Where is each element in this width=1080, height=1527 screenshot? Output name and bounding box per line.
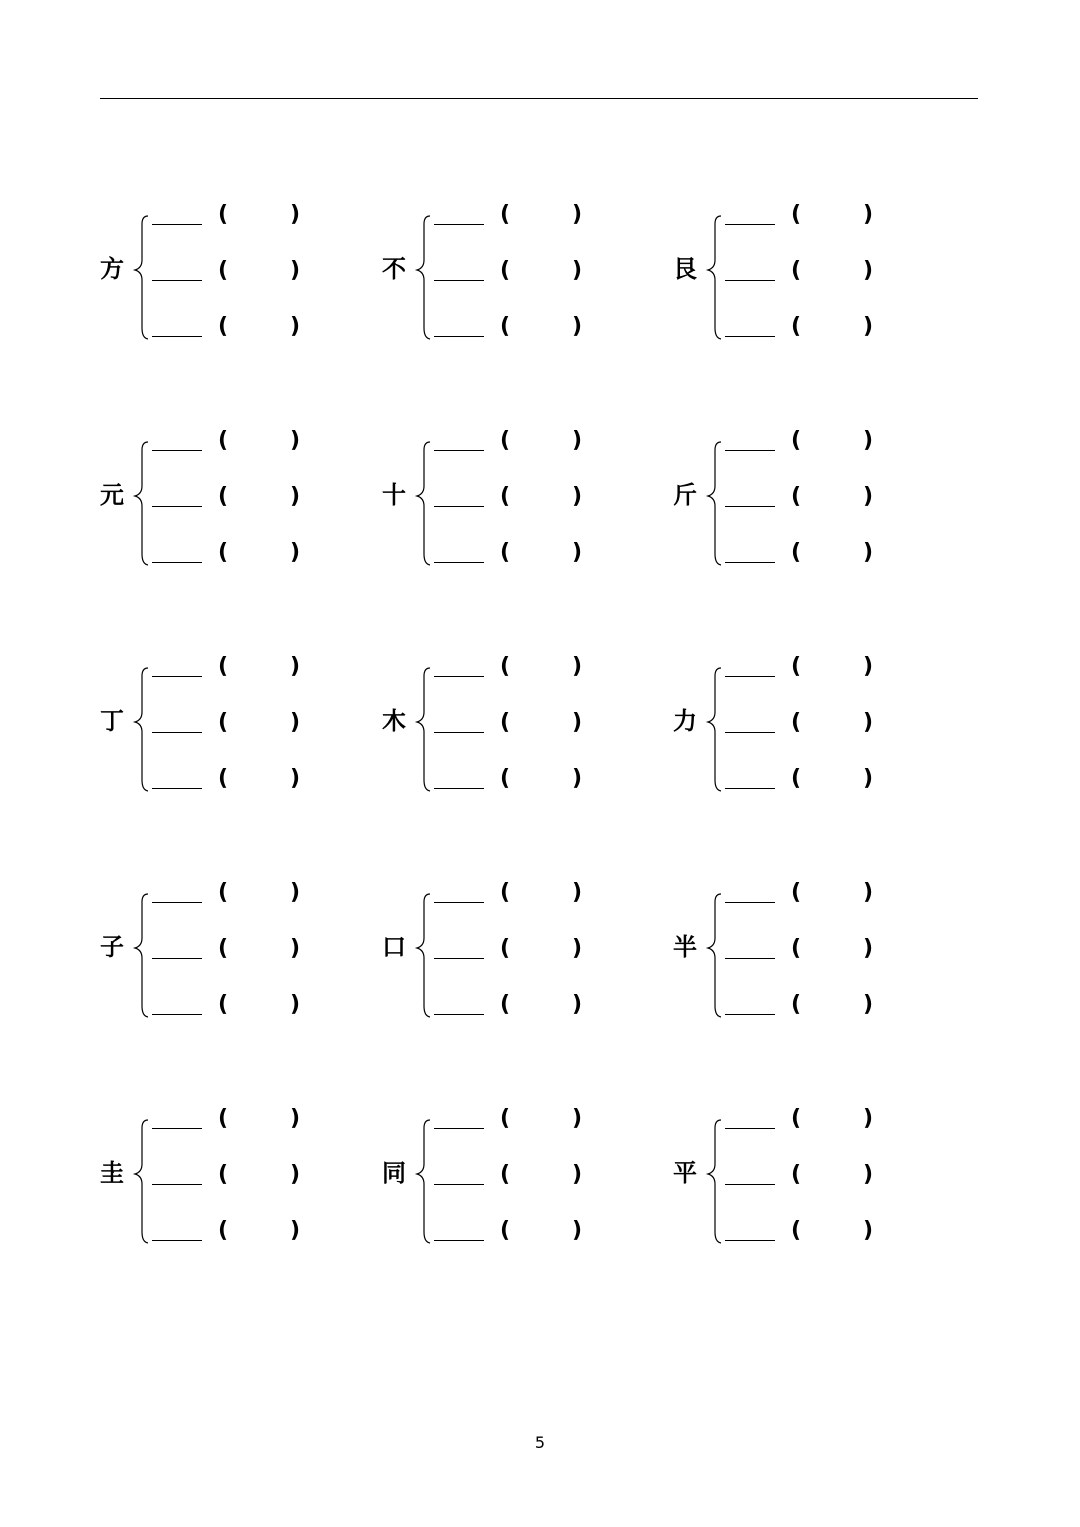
answer-line (382, 708, 642, 738)
exercise-item (673, 426, 933, 566)
word-blank[interactable] (434, 280, 484, 281)
pinyin-paren-close: ) (863, 880, 874, 905)
answer-line (100, 538, 360, 568)
exercise-item (673, 200, 933, 340)
word-blank[interactable] (725, 958, 775, 959)
answer-line (100, 426, 360, 456)
pinyin-paren-open: ( (218, 428, 229, 453)
pinyin-paren-open: ( (791, 1106, 802, 1131)
pinyin-paren-open: ( (218, 992, 229, 1017)
answer-line (673, 1104, 933, 1134)
word-blank[interactable] (725, 732, 775, 733)
exercise-item (382, 426, 642, 566)
word-blank[interactable] (434, 1184, 484, 1185)
pinyin-paren-close: ) (290, 258, 301, 283)
pinyin-paren-close: ) (572, 202, 583, 227)
pinyin-paren-open: ( (500, 992, 511, 1017)
pinyin-paren-close: ) (290, 1106, 301, 1131)
answer-line (382, 878, 642, 908)
answer-line (382, 652, 642, 682)
word-blank[interactable] (152, 788, 202, 789)
pinyin-paren-open: ( (791, 1218, 802, 1243)
word-blank[interactable] (152, 902, 202, 903)
pinyin-paren-close: ) (863, 1218, 874, 1243)
word-blank[interactable] (434, 902, 484, 903)
exercise-item (382, 1104, 642, 1244)
base-character: 半 (673, 933, 697, 961)
pinyin-paren-open: ( (791, 540, 802, 565)
pinyin-paren-open: ( (218, 1218, 229, 1243)
pinyin-paren-open: ( (218, 258, 229, 283)
answer-line (100, 1104, 360, 1134)
base-character: 子 (100, 933, 124, 961)
answer-line (100, 764, 360, 794)
word-blank[interactable] (725, 788, 775, 789)
answer-line (382, 426, 642, 456)
base-character: 元 (100, 481, 124, 509)
page-number: 5 (534, 1433, 546, 1452)
answer-line (382, 934, 642, 964)
answer-line (382, 482, 642, 512)
pinyin-paren-open: ( (500, 880, 511, 905)
word-blank[interactable] (152, 450, 202, 451)
answer-line (673, 312, 933, 342)
answer-line (673, 652, 933, 682)
pinyin-paren-open: ( (500, 1162, 511, 1187)
pinyin-paren-open: ( (500, 540, 511, 565)
pinyin-paren-open: ( (791, 992, 802, 1017)
answer-line (382, 256, 642, 286)
pinyin-paren-open: ( (500, 1218, 511, 1243)
pinyin-paren-close: ) (290, 880, 301, 905)
answer-line (100, 312, 360, 342)
word-blank[interactable] (434, 1014, 484, 1015)
pinyin-paren-close: ) (290, 1218, 301, 1243)
word-blank[interactable] (434, 676, 484, 677)
pinyin-paren-close: ) (572, 992, 583, 1017)
pinyin-paren-close: ) (290, 314, 301, 339)
pinyin-paren-close: ) (572, 314, 583, 339)
pinyin-paren-open: ( (791, 654, 802, 679)
base-character: 圭 (100, 1159, 124, 1187)
pinyin-paren-close: ) (572, 1106, 583, 1131)
base-character: 口 (382, 933, 406, 961)
exercise-item (673, 652, 933, 792)
answer-line (673, 990, 933, 1020)
base-character: 方 (100, 255, 124, 283)
pinyin-paren-close: ) (572, 1218, 583, 1243)
word-blank[interactable] (434, 450, 484, 451)
base-character: 十 (382, 481, 406, 509)
word-blank[interactable] (725, 336, 775, 337)
pinyin-paren-close: ) (290, 428, 301, 453)
word-blank[interactable] (152, 676, 202, 677)
pinyin-paren-close: ) (290, 992, 301, 1017)
base-character: 木 (382, 707, 406, 735)
pinyin-paren-open: ( (218, 880, 229, 905)
word-blank[interactable] (152, 1128, 202, 1129)
pinyin-paren-close: ) (290, 766, 301, 791)
exercise-item (673, 878, 933, 1018)
exercise-item (100, 200, 360, 340)
pinyin-paren-open: ( (500, 654, 511, 679)
pinyin-paren-open: ( (791, 314, 802, 339)
pinyin-paren-close: ) (863, 314, 874, 339)
word-blank[interactable] (434, 506, 484, 507)
exercise-item (100, 878, 360, 1018)
word-blank[interactable] (725, 506, 775, 507)
word-blank[interactable] (434, 732, 484, 733)
pinyin-paren-close: ) (863, 484, 874, 509)
exercise-item (382, 200, 642, 340)
exercise-item (100, 1104, 360, 1244)
answer-line (100, 708, 360, 738)
base-character: 艮 (673, 255, 697, 283)
pinyin-paren-open: ( (791, 202, 802, 227)
header-rule (100, 98, 978, 99)
pinyin-paren-close: ) (290, 484, 301, 509)
word-blank[interactable] (725, 450, 775, 451)
answer-line (673, 1216, 933, 1246)
word-blank[interactable] (152, 1014, 202, 1015)
pinyin-paren-open: ( (791, 936, 802, 961)
answer-line (100, 990, 360, 1020)
pinyin-paren-open: ( (791, 880, 802, 905)
word-blank[interactable] (434, 562, 484, 563)
word-blank[interactable] (725, 562, 775, 563)
exercise-item (673, 1104, 933, 1244)
pinyin-paren-close: ) (863, 540, 874, 565)
answer-line (100, 878, 360, 908)
word-blank[interactable] (152, 1240, 202, 1241)
answer-line (100, 652, 360, 682)
word-blank[interactable] (725, 1014, 775, 1015)
word-blank[interactable] (152, 562, 202, 563)
answer-line (673, 200, 933, 230)
pinyin-paren-open: ( (791, 766, 802, 791)
pinyin-paren-close: ) (863, 202, 874, 227)
pinyin-paren-open: ( (218, 936, 229, 961)
answer-line (382, 200, 642, 230)
answer-line (100, 256, 360, 286)
pinyin-paren-close: ) (572, 1162, 583, 1187)
word-blank[interactable] (725, 676, 775, 677)
pinyin-paren-open: ( (218, 1106, 229, 1131)
answer-line (673, 426, 933, 456)
answer-line (673, 934, 933, 964)
answer-line (673, 256, 933, 286)
word-blank[interactable] (725, 1240, 775, 1241)
answer-line (673, 482, 933, 512)
answer-line (673, 878, 933, 908)
pinyin-paren-open: ( (218, 484, 229, 509)
word-blank[interactable] (152, 224, 202, 225)
pinyin-paren-close: ) (572, 880, 583, 905)
base-character: 力 (673, 707, 697, 735)
answer-line (382, 1104, 642, 1134)
word-blank[interactable] (152, 506, 202, 507)
word-blank[interactable] (152, 336, 202, 337)
exercise-item (100, 652, 360, 792)
pinyin-paren-close: ) (290, 202, 301, 227)
pinyin-paren-open: ( (791, 428, 802, 453)
answer-line (100, 200, 360, 230)
pinyin-paren-close: ) (290, 1162, 301, 1187)
base-character: 不 (382, 255, 406, 283)
answer-line (382, 764, 642, 794)
word-blank[interactable] (725, 1128, 775, 1129)
pinyin-paren-close: ) (290, 654, 301, 679)
pinyin-paren-open: ( (218, 766, 229, 791)
pinyin-paren-open: ( (500, 202, 511, 227)
pinyin-paren-open: ( (500, 314, 511, 339)
pinyin-paren-open: ( (500, 766, 511, 791)
base-character: 斤 (673, 481, 697, 509)
answer-line (673, 538, 933, 568)
answer-line (382, 1216, 642, 1246)
pinyin-paren-open: ( (791, 710, 802, 735)
answer-line (100, 934, 360, 964)
pinyin-paren-close: ) (863, 654, 874, 679)
word-blank[interactable] (434, 788, 484, 789)
answer-line (100, 482, 360, 512)
pinyin-paren-close: ) (863, 1106, 874, 1131)
pinyin-paren-open: ( (500, 484, 511, 509)
answer-line (382, 312, 642, 342)
pinyin-paren-close: ) (290, 936, 301, 961)
answer-line (100, 1216, 360, 1246)
pinyin-paren-close: ) (863, 710, 874, 735)
pinyin-paren-open: ( (218, 202, 229, 227)
answer-line (382, 990, 642, 1020)
pinyin-paren-close: ) (572, 936, 583, 961)
word-blank[interactable] (434, 336, 484, 337)
word-blank[interactable] (434, 958, 484, 959)
pinyin-paren-close: ) (863, 1162, 874, 1187)
pinyin-paren-close: ) (572, 428, 583, 453)
pinyin-paren-close: ) (572, 258, 583, 283)
pinyin-paren-open: ( (500, 1106, 511, 1131)
pinyin-paren-open: ( (218, 654, 229, 679)
answer-line (382, 1160, 642, 1190)
answer-line (673, 1160, 933, 1190)
pinyin-paren-open: ( (500, 258, 511, 283)
pinyin-paren-close: ) (290, 710, 301, 735)
pinyin-paren-close: ) (290, 540, 301, 565)
word-blank[interactable] (725, 224, 775, 225)
word-blank[interactable] (725, 280, 775, 281)
pinyin-paren-close: ) (572, 540, 583, 565)
pinyin-paren-close: ) (863, 992, 874, 1017)
exercise-item (382, 878, 642, 1018)
word-blank[interactable] (152, 1184, 202, 1185)
word-blank[interactable] (152, 958, 202, 959)
word-blank[interactable] (725, 1184, 775, 1185)
answer-line (382, 538, 642, 568)
pinyin-paren-close: ) (863, 936, 874, 961)
word-blank[interactable] (725, 902, 775, 903)
answer-line (673, 708, 933, 738)
pinyin-paren-open: ( (791, 484, 802, 509)
pinyin-paren-open: ( (218, 1162, 229, 1187)
base-character: 同 (382, 1159, 406, 1187)
answer-line (673, 764, 933, 794)
pinyin-paren-close: ) (863, 766, 874, 791)
pinyin-paren-close: ) (572, 710, 583, 735)
pinyin-paren-open: ( (500, 710, 511, 735)
pinyin-paren-open: ( (218, 314, 229, 339)
pinyin-paren-close: ) (572, 766, 583, 791)
pinyin-paren-close: ) (863, 258, 874, 283)
word-blank[interactable] (152, 732, 202, 733)
word-blank[interactable] (434, 1128, 484, 1129)
pinyin-paren-open: ( (218, 710, 229, 735)
pinyin-paren-open: ( (218, 540, 229, 565)
base-character: 平 (673, 1159, 697, 1187)
pinyin-paren-close: ) (572, 654, 583, 679)
pinyin-paren-open: ( (500, 428, 511, 453)
pinyin-paren-open: ( (791, 1162, 802, 1187)
exercise-item (100, 426, 360, 566)
word-blank[interactable] (434, 1240, 484, 1241)
exercise-item (382, 652, 642, 792)
pinyin-paren-close: ) (863, 428, 874, 453)
word-blank[interactable] (434, 224, 484, 225)
answer-line (100, 1160, 360, 1190)
word-blank[interactable] (152, 280, 202, 281)
pinyin-paren-open: ( (791, 258, 802, 283)
base-character: 丁 (100, 707, 124, 735)
pinyin-paren-close: ) (572, 484, 583, 509)
pinyin-paren-open: ( (500, 936, 511, 961)
